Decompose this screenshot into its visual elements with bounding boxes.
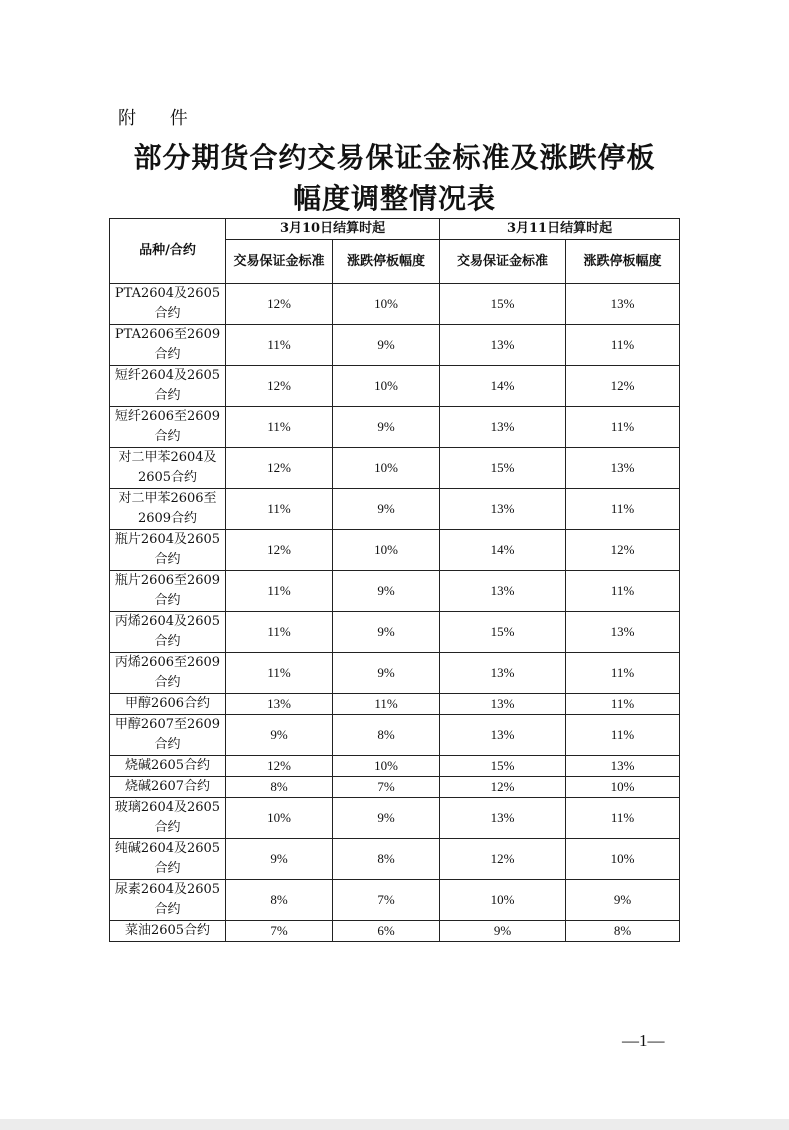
margin-mar10-cell: 9% (226, 715, 333, 756)
table-row (110, 325, 680, 366)
table-row (110, 571, 680, 612)
product-cell: 短纤2606至2609合约 (110, 407, 226, 448)
margin-mar11-cell: 10% (440, 880, 566, 921)
margin-mar10-cell: 8% (226, 880, 333, 921)
product-cell: 尿素2604及2605合约 (110, 880, 226, 921)
margin-mar10-cell: 12% (226, 366, 333, 407)
margin-mar11-cell: 14% (440, 530, 566, 571)
table-row (110, 284, 680, 325)
margin-mar11-cell: 13% (440, 798, 566, 839)
table-row (110, 694, 680, 715)
limit-mar10-cell: 10% (333, 366, 440, 407)
margin-mar11-cell: 13% (440, 571, 566, 612)
limit-mar11-cell: 13% (566, 612, 680, 653)
product-cell: 纯碱2604及2605合约 (110, 839, 226, 880)
limit-mar11-cell: 12% (566, 366, 680, 407)
product-cell: 丙烯2604及2605合约 (110, 612, 226, 653)
table-row (110, 653, 680, 694)
limit-mar11-cell: 9% (566, 880, 680, 921)
margin-mar11-cell: 13% (440, 489, 566, 530)
product-cell: 烧碱2605合约 (110, 756, 226, 777)
limit-mar11-cell: 13% (566, 448, 680, 489)
margin-mar11-cell: 13% (440, 325, 566, 366)
limit-mar11-cell: 11% (566, 571, 680, 612)
margin-mar11-cell: 14% (440, 366, 566, 407)
limit-mar10-cell: 10% (333, 530, 440, 571)
limit-mar10-cell: 7% (333, 880, 440, 921)
limit-mar10-cell: 9% (333, 325, 440, 366)
limit-mar11-cell: 12% (566, 530, 680, 571)
margin-mar10-cell: 12% (226, 448, 333, 489)
margin-mar11-cell: 15% (440, 448, 566, 489)
limit-mar11-cell: 11% (566, 694, 680, 715)
margin-mar11-cell: 13% (440, 694, 566, 715)
header-margin-mar11: 交易保证金标准 (440, 240, 566, 284)
table-row (110, 921, 680, 942)
margin-mar10-cell: 11% (226, 612, 333, 653)
product-cell: 甲醇2607至2609合约 (110, 715, 226, 756)
margin-mar10-cell: 11% (226, 407, 333, 448)
margin-mar11-cell: 13% (440, 653, 566, 694)
margin-mar10-cell: 11% (226, 489, 333, 530)
margin-mar11-cell: 12% (440, 839, 566, 880)
attachment-label: 附 件 (118, 108, 202, 129)
limit-mar10-cell: 9% (333, 489, 440, 530)
margin-mar11-cell: 15% (440, 284, 566, 325)
margin-mar11-cell: 9% (440, 921, 566, 942)
table-row (110, 448, 680, 489)
margin-limit-table (109, 218, 680, 942)
limit-mar11-cell: 11% (566, 325, 680, 366)
limit-mar10-cell: 8% (333, 715, 440, 756)
margin-mar11-cell: 13% (440, 715, 566, 756)
product-cell: 菜油2605合约 (110, 921, 226, 942)
margin-mar11-cell: 15% (440, 612, 566, 653)
limit-mar10-cell: 10% (333, 756, 440, 777)
limit-mar11-cell: 10% (566, 777, 680, 798)
product-cell: 短纤2604及2605合约 (110, 366, 226, 407)
margin-mar10-cell: 11% (226, 653, 333, 694)
limit-mar11-cell: 11% (566, 653, 680, 694)
header-limit-mar11: 涨跌停板幅度 (566, 240, 680, 284)
margin-mar10-cell: 13% (226, 694, 333, 715)
margin-mar10-cell: 11% (226, 325, 333, 366)
limit-mar10-cell: 9% (333, 571, 440, 612)
margin-mar11-cell: 13% (440, 407, 566, 448)
product-cell: 瓶片2604及2605合约 (110, 530, 226, 571)
table-row (110, 612, 680, 653)
margin-mar10-cell: 8% (226, 777, 333, 798)
margin-mar11-cell: 12% (440, 777, 566, 798)
margin-mar10-cell: 12% (226, 756, 333, 777)
margin-mar11-cell: 15% (440, 756, 566, 777)
limit-mar10-cell: 7% (333, 777, 440, 798)
table-row (110, 366, 680, 407)
limit-mar11-cell: 11% (566, 798, 680, 839)
table-row (110, 530, 680, 571)
product-cell: 丙烯2606至2609合约 (110, 653, 226, 694)
document-title-line-1: 部分期货合约交易保证金标准及涨跌停板 (133, 141, 656, 174)
margin-mar10-cell: 9% (226, 839, 333, 880)
header-limit-mar10: 涨跌停板幅度 (333, 240, 440, 284)
margin-mar10-cell: 12% (226, 284, 333, 325)
margin-mar10-cell: 11% (226, 571, 333, 612)
table-row (110, 489, 680, 530)
product-cell: 玻璃2604及2605合约 (110, 798, 226, 839)
limit-mar10-cell: 9% (333, 612, 440, 653)
limit-mar11-cell: 10% (566, 839, 680, 880)
bottom-edge-strip (0, 1119, 789, 1130)
limit-mar10-cell: 10% (333, 284, 440, 325)
limit-mar10-cell: 9% (333, 798, 440, 839)
header-group-mar10: 3月10日结算时起 (226, 219, 440, 240)
limit-mar10-cell: 9% (333, 653, 440, 694)
table-row (110, 880, 680, 921)
limit-mar11-cell: 13% (566, 284, 680, 325)
limit-mar11-cell: 8% (566, 921, 680, 942)
product-cell: 甲醇2606合约 (110, 694, 226, 715)
product-cell: 瓶片2606至2609合约 (110, 571, 226, 612)
table-row (110, 715, 680, 756)
table-row (110, 407, 680, 448)
limit-mar10-cell: 9% (333, 407, 440, 448)
margin-mar10-cell: 10% (226, 798, 333, 839)
table-row (110, 777, 680, 798)
limit-mar11-cell: 11% (566, 715, 680, 756)
document-title-line-2: 幅度调整情况表 (292, 182, 496, 215)
limit-mar11-cell: 11% (566, 489, 680, 530)
table-row (110, 756, 680, 777)
table-row (110, 798, 680, 839)
limit-mar10-cell: 10% (333, 448, 440, 489)
product-cell: 烧碱2607合约 (110, 777, 226, 798)
product-cell: 对二甲苯2606至2609合约 (110, 489, 226, 530)
margin-mar10-cell: 7% (226, 921, 333, 942)
limit-mar11-cell: 13% (566, 756, 680, 777)
table-row (110, 839, 680, 880)
product-cell: 对二甲苯2604及2605合约 (110, 448, 226, 489)
limit-mar11-cell: 11% (566, 407, 680, 448)
limit-mar10-cell: 11% (333, 694, 440, 715)
table-body (110, 284, 680, 942)
product-cell: PTA2606至2609合约 (110, 325, 226, 366)
page-number: —1— (622, 1031, 665, 1050)
product-cell: PTA2604及2605合约 (110, 284, 226, 325)
margin-mar10-cell: 12% (226, 530, 333, 571)
header-group-mar11: 3月11日结算时起 (440, 219, 680, 240)
limit-mar10-cell: 8% (333, 839, 440, 880)
limit-mar10-cell: 6% (333, 921, 440, 942)
header-margin-mar10: 交易保证金标准 (226, 240, 333, 284)
header-product: 品种/合约 (110, 219, 226, 284)
